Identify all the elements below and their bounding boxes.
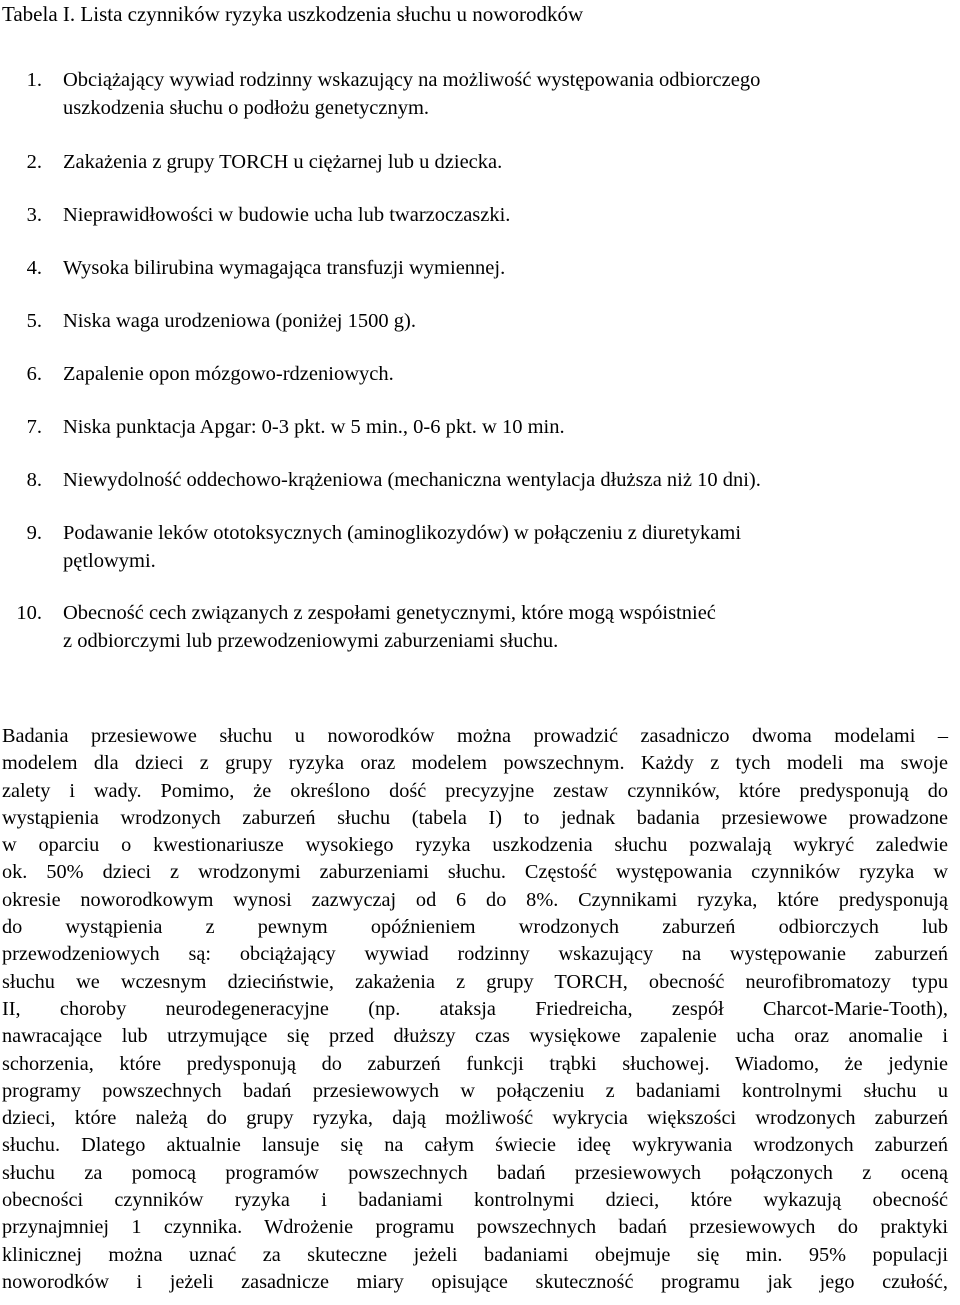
item-line: Wysoka bilirubina wymagająca transfuzji wymiennej. [63, 257, 506, 279]
item-text [63, 466, 923, 494]
item-number: 10. [16, 602, 42, 624]
item-text [63, 519, 923, 575]
item-line: Niewydolność oddechowo-krążeniowa (mechaniczna wentylacja dłuższa niż 10 dni). [63, 469, 761, 491]
item-text [63, 307, 923, 335]
item-text [63, 360, 923, 388]
item-line: Zapalenie opon mózgowo-rdzeniowych. [63, 363, 394, 385]
item-number: 6. [26, 363, 42, 385]
paragraph-line: do wystąpienia z pewnym opóźnieniem wrodzonych zaburzeń odbiorczych lub [2, 916, 948, 939]
item-line: Nieprawidłowości w budowie ucha lub twarzoczaszki. [63, 204, 511, 226]
paragraph-line: obecności czynników ryzyka i badaniami kontrolnymi dzieci, które wykazują obecność [2, 1189, 948, 1212]
item-line: Obecność cech związanych z zespołami genetycznymi, które mogą wspóistnieć [63, 602, 716, 624]
item-text [63, 254, 923, 282]
paragraph-line: programy powszechnych badań przesiewowych w połączeniu z badaniami kontrolnymi słuchu u [2, 1079, 948, 1102]
paragraph-line: nawracające lub utrzymujące się przed dłuższy czas wysiękowe zapalenie ucha oraz anomalie i [2, 1025, 948, 1048]
paragraph-line: ok. 50% dzieci z wrodzonymi zaburzeniami słuchu. Częstość występowania czynników ryzyka w [2, 861, 948, 884]
paragraph-line: słuchu. Dlatego aktualnie lansuje się na całym świecie ideę wykrywania wrodzonych zaburzeń [2, 1134, 948, 1157]
item-number: 4. [26, 257, 42, 279]
item-text [63, 201, 923, 229]
item-text [63, 599, 923, 655]
body-paragraph [2, 723, 948, 1296]
item-line: pętlowymi. [63, 550, 156, 572]
paragraph-line: Badania przesiewowe słuchu u noworodków można prowadzić zasadniczo dwoma modelami – [2, 725, 948, 747]
item-number: 3. [26, 204, 42, 226]
item-line: Niska waga urodzeniowa (poniżej 1500 g). [63, 310, 416, 332]
item-text [63, 66, 923, 122]
item-number: 7. [26, 416, 42, 438]
item-number: 1. [26, 69, 42, 91]
paragraph-line: schorzenia, które predysponują do zaburzeń funkcji trąbki słuchowej. Wiadomo, że jedynie [2, 1052, 948, 1075]
paragraph-line: słuchu we wczesnym dzieciństwie, zakażenia z grupy TORCH, obecność neurofibromatozy typu [2, 970, 948, 993]
paragraph-line: w oparciu o kwestionariusze wysokiego ryzyka uszkodzenia słuchu pozwalają wykryć zaledwie [2, 834, 948, 857]
item-text [63, 148, 923, 176]
item-number: 5. [26, 310, 42, 332]
item-number: 2. [26, 151, 42, 173]
paragraph-line: zalety i wady. Pomimo, że określono dość precyzyjne zestaw czynników, które predysponują do [2, 779, 948, 802]
paragraph-line: dzieci, które należą do grupy ryzyka, dają możliwość wykrycia większości wrodzonych zaburzeń [2, 1107, 948, 1130]
paragraph-line: wystąpienia wrodzonych zaburzeń słuchu (tabela I) to jednak badania przesiewowe prowadzone [2, 806, 948, 829]
paragraph-line: noworodków i jeżeli zasadnicze miary opisujące skuteczność programu jak jego czułość, [2, 1270, 948, 1293]
item-number: 9. [26, 522, 42, 544]
paragraph-line: klinicznej można uznać za skuteczne jeżeli badaniami obejmuje się min. 95% populacji [2, 1243, 948, 1266]
item-line: Niska punktacja Apgar: 0-3 pkt. w 5 min., 0-6 pkt. w 10 min. [63, 416, 565, 438]
item-line: uszkodzenia słuchu o podłożu genetycznym. [63, 97, 430, 119]
item-line: Podawanie leków ototoksycznych (aminoglikozydów) w połączeniu z diuretykami [63, 522, 742, 544]
item-line: Obciążający wywiad rodzinny wskazujący na możliwość występowania odbiorczego [63, 69, 761, 91]
table-caption: Tabela I. Lista czynników ryzyka uszkodzenia słuchu u noworodków [2, 2, 584, 26]
paragraph-line: przynajmniej 1 czynnika. Wdrożenie programu powszechnych badań przesiewowych do praktyki [2, 1216, 948, 1239]
paragraph-line: przewodzeniowych są: obciążający wywiad rodzinny wskazujący na występowanie zaburzeń [2, 943, 948, 966]
paragraph-line: słuchu za pomocą programów powszechnych badań przesiewowych połączonych z oceną [2, 1161, 948, 1184]
paragraph-line: okresie noworodkowym wynosi zazwyczaj od 6 do 8%. Czynnikami ryzyka, które predysponują [2, 888, 948, 911]
paragraph-line: modelem dla dzieci z grupy ryzyka oraz modelem powszechnym. Każdy z tych modeli ma swoje [2, 752, 948, 775]
item-number: 8. [26, 469, 42, 491]
item-line: Zakażenia z grupy TORCH u ciężarnej lub u dziecka. [63, 151, 503, 173]
item-line: z odbiorczymi lub przewodzeniowymi zaburzeniami słuchu. [63, 630, 559, 652]
paragraph-line: II, choroby neurodegeneracyjne (np. ataksja Friedreicha, zespół Charcot-Marie-Tooth), [2, 997, 948, 1020]
item-text [63, 413, 923, 441]
